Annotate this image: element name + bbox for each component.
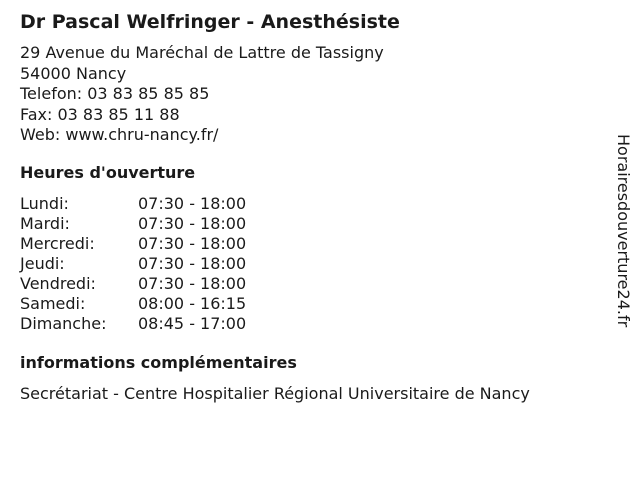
day-label: Samedi: [20, 294, 86, 313]
website-link[interactable]: Web: www.chru-nancy.fr/ [20, 125, 219, 144]
hours-value: 07:30 - 18:00 [138, 254, 247, 273]
day-label: Jeudi: [20, 254, 65, 273]
address-street: 29 Avenue du Maréchal de Lattre de Tassigny [20, 43, 384, 62]
hours-row-saturday [20, 294, 280, 314]
hours-value: 07:30 - 18:00 [138, 274, 247, 293]
hours-value: 07:30 - 18:00 [138, 214, 247, 233]
hours-value: 08:00 - 16:15 [138, 294, 247, 313]
page-title: Dr Pascal Welfringer - Anesthésiste [20, 11, 400, 33]
opening-hours-heading: Heures d'ouverture [20, 163, 196, 182]
opening-hours-table [20, 194, 280, 334]
phone-number: Telefon: 03 83 85 85 85 [20, 84, 210, 103]
day-label: Dimanche: [20, 314, 107, 333]
hours-value: 08:45 - 17:00 [138, 314, 247, 333]
hours-row-friday [20, 274, 280, 294]
address-city: 54000 Nancy [20, 63, 127, 83]
hours-row-tuesday [20, 214, 280, 234]
hours-row-wednesday [20, 234, 280, 254]
site-watermark: Horairesdouverture24.fr [614, 134, 633, 328]
day-label: Vendredi: [20, 274, 96, 293]
hours-row-thursday [20, 254, 280, 274]
hours-value: 07:30 - 18:00 [138, 194, 247, 213]
hours-row-monday [20, 194, 280, 214]
fax-number: Fax: 03 83 85 11 88 [20, 104, 180, 124]
contact-block [20, 43, 384, 146]
additional-info-heading: informations complémentaires [20, 353, 297, 372]
additional-info-text: Secrétariat - Centre Hospitalier Régional Universitaire de Nancy [20, 384, 530, 403]
hours-row-sunday [20, 314, 280, 334]
day-label: Lundi: [20, 194, 69, 213]
day-label: Mercredi: [20, 234, 95, 253]
hours-value: 07:30 - 18:00 [138, 234, 247, 253]
day-label: Mardi: [20, 214, 70, 233]
